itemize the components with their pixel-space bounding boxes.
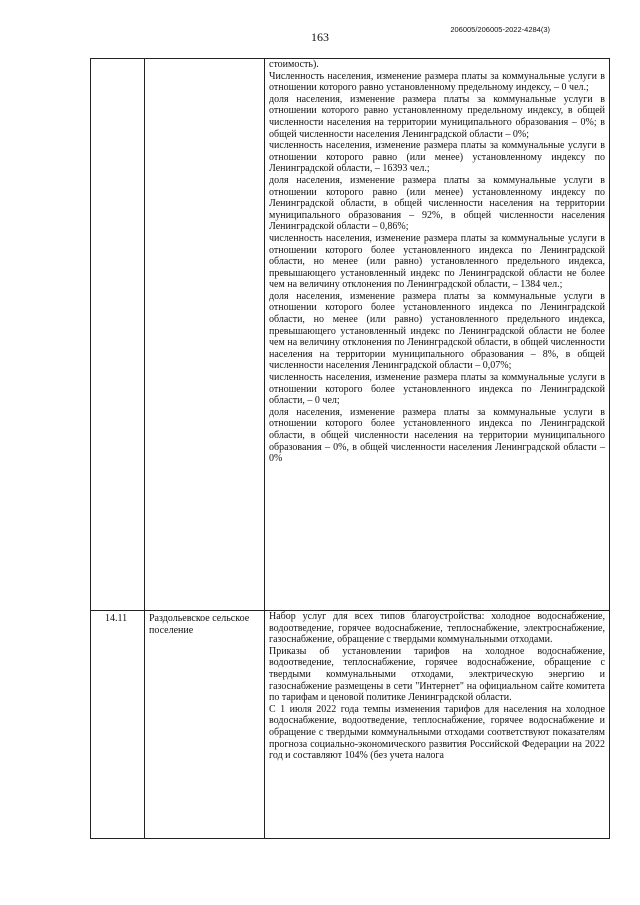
paragraph: Приказы об установлении тарифов на холодное водоснабжение, водоотведение, теплоснабжение, горячее водоснабжение, обращение с твердыми коммунальными отходами, электрическую энергию и газоснабжение размещены в сети "Интернет" на официальном сайте комитета по тарифам и ценовой политике Ленинградской области. (269, 645, 605, 704)
row-number-cell (91, 59, 145, 611)
document-code: 206005/206005-2022-4284(3) (450, 25, 550, 34)
settlement-name-cell: Раздольевское сельское поселение (145, 611, 265, 839)
paragraph: Численность населения, изменение размера платы за коммунальные услуги в отношении которого равно установленному предельному индексу, – 0 чел.; (269, 70, 605, 94)
paragraph: Набор услуг для всех типов благоустройства: холодное водоснабжение, водоотведение, горячее водоснабжение, теплоснабжение, электроснабжение, газоснабжение, обращение с твердыми коммунальными отходами. (269, 611, 605, 646)
paragraph: численность населения, изменение размера платы за коммунальные услуги в отношении которого более установленного индекса по Ленинградской области, – 0 чел; (269, 372, 605, 407)
description-cell (265, 59, 610, 611)
paragraph: доля населения, изменение размера платы за коммунальные услуги в отношении которого равно установленному предельному индексу, в общей численности населения на территории муниципального образования – 0%; в общей численности населения Ленинградской области – 0%; (269, 93, 605, 140)
paragraph: доля населения, изменение размера платы за коммунальные услуги в отношении которого равно (или менее) установленному индексу по Ленинградской области, в общей численности населения на территории муниципального образования – 92%, в общей численности населения Ленинградской области – 0,86%; (269, 174, 605, 233)
paragraph: С 1 июля 2022 года темпы изменения тарифов для населения на холодное водоснабжение, водоотведение, теплоснабжение, горячее водоснабжение и обращение с твердыми коммунальными отходами соответствуют показателям прогноза социально-экономического развития Российской Федерации на 2022 год и составляют 104% (без учета налога (269, 703, 605, 762)
paragraph: доля населения, изменение размера платы за коммунальные услуги в отношении которого более установленного индекса по Ленинградской области, в общей численности населения на территории муниципального образования – 0%, в общей численности населения Ленинградской области – 0% (269, 406, 605, 465)
paragraph: стоимость). (269, 59, 319, 70)
paragraph: численность населения, изменение размера платы за коммунальные услуги в отношении которого более установленного индекса по Ленинградской области, но менее (или равно) установленного предельного индекса, превышающего установленный индекс по Ленинградской области не более чем на величину отклонения по Ленинградской области, – 1384 чел.; (269, 232, 605, 291)
row-number-cell: 14.11 (91, 611, 145, 839)
table-row (91, 59, 610, 611)
description-cell (265, 611, 610, 839)
document-table (90, 58, 610, 839)
table-row (91, 611, 610, 839)
settlement-name-cell (145, 59, 265, 611)
paragraph: численность населения, изменение размера платы за коммунальные услуги в отношении которого равно (или менее) установленному индексу по Ленинградской области, – 16393 чел.; (269, 140, 605, 175)
paragraph: доля населения, изменение размера платы за коммунальные услуги в отношении которого более установленного индекса по Ленинградской области, но менее (или равно) установленного предельного индекса, превышающего установленный индекс по Ленинградской области не более чем на величину отклонения по Ленинградской области, в общей численности населения на территории муниципального образования – 8%, в общей численности населения Ленинградской области – 0,07%; (269, 290, 605, 372)
page-number: 163 (311, 30, 329, 44)
